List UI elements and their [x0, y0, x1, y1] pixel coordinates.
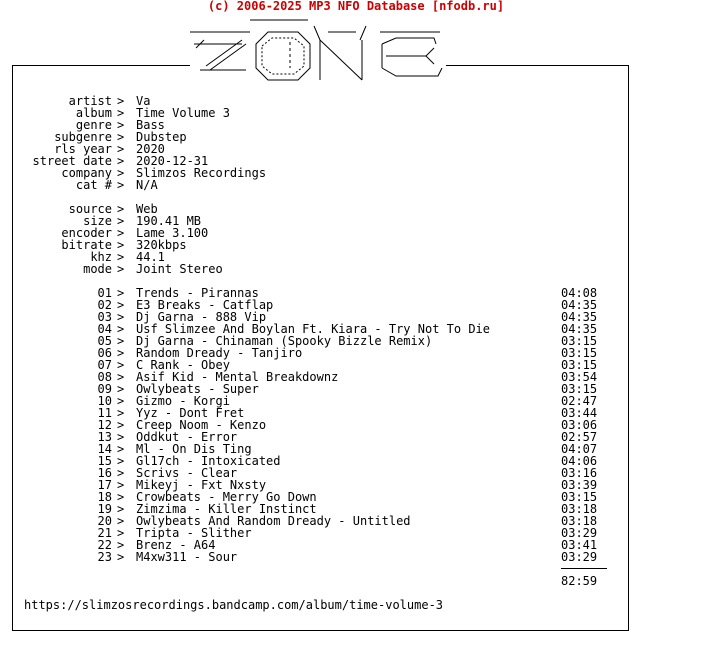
track-separator: >: [117, 298, 125, 312]
track-title: Random Dready - Tanjiro: [136, 346, 303, 360]
info-value: Web: [136, 202, 158, 216]
track-separator: >: [117, 538, 125, 552]
track-duration: 03:39: [561, 478, 598, 492]
info-value: Joint Stereo: [136, 262, 223, 276]
track-separator: >: [117, 382, 125, 396]
info-separator: >: [117, 250, 125, 264]
track-duration: 04:35: [561, 298, 598, 312]
track-number: 11: [97, 406, 112, 420]
info-separator: >: [117, 94, 125, 108]
info-separator: >: [117, 238, 125, 252]
info-value: 44.1: [136, 250, 165, 264]
track-number: 17: [97, 478, 112, 492]
track-number: 07: [97, 358, 112, 372]
track-number: 04: [97, 322, 112, 336]
info-label: encoder: [61, 226, 112, 240]
info-label: mode: [83, 262, 112, 276]
track-separator: >: [117, 478, 125, 492]
track-separator: >: [117, 286, 125, 300]
track-separator: >: [117, 490, 125, 504]
info-label: size: [83, 214, 112, 228]
track-duration: 04:35: [561, 322, 598, 336]
track-duration: 03:54: [561, 370, 598, 384]
track-separator: >: [117, 430, 125, 444]
info-separator: >: [117, 178, 125, 192]
track-number: 13: [97, 430, 112, 444]
info-separator: >: [117, 106, 125, 120]
info-separator: >: [117, 202, 125, 216]
track-number: 14: [97, 442, 112, 456]
track-number: 20: [97, 514, 112, 528]
track-separator: >: [117, 322, 125, 336]
track-title: Dj Garna - Chinaman (Spooky Bizzle Remix): [136, 334, 433, 348]
info-label: khz: [90, 250, 112, 264]
info-value: N/A: [136, 178, 158, 192]
track-number: 03: [97, 310, 112, 324]
track-title: Mikeyj - Fxt Nxsty: [136, 478, 267, 492]
track-title: C Rank - Obey: [136, 358, 230, 372]
track-duration: 04:35: [561, 310, 598, 324]
info-value: 320kbps: [136, 238, 187, 252]
info-label: subgenre: [54, 130, 112, 144]
track-separator: >: [117, 406, 125, 420]
track-number: 16: [97, 466, 112, 480]
track-separator: >: [117, 418, 125, 432]
track-separator: >: [117, 442, 125, 456]
info-separator: >: [117, 214, 125, 228]
info-value: 2020: [136, 142, 165, 156]
track-title: Yyz - Dont Fret: [136, 406, 245, 420]
album-url[interactable]: https://slimzosrecordings.bandcamp.com/album/time-volume-3: [24, 598, 444, 612]
track-number: 02: [97, 298, 112, 312]
track-number: 22: [97, 538, 112, 552]
track-number: 01: [97, 286, 112, 300]
track-number: 23: [97, 550, 112, 564]
track-title: Brenz - A64: [136, 538, 216, 552]
info-label: bitrate: [61, 238, 112, 252]
track-separator: >: [117, 514, 125, 528]
track-duration: 03:15: [561, 382, 598, 396]
track-title: Asif Kid - Mental Breakdownz: [136, 370, 339, 384]
track-title: Ml - On Dis Ting: [136, 442, 252, 456]
track-duration: 03:15: [561, 346, 598, 360]
track-separator: >: [117, 454, 125, 468]
track-title: Tripta - Slither: [136, 526, 252, 540]
info-separator: >: [117, 226, 125, 240]
track-duration: 03:15: [561, 358, 598, 372]
track-duration: 03:06: [561, 418, 598, 432]
track-separator: >: [117, 466, 125, 480]
track-separator: >: [117, 394, 125, 408]
info-separator: >: [117, 262, 125, 276]
track-separator: >: [117, 502, 125, 516]
info-separator: >: [117, 130, 125, 144]
track-duration: 03:18: [561, 514, 598, 528]
info-value: 190.41 MB: [136, 214, 202, 228]
info-value: Time Volume 3: [136, 106, 230, 120]
track-duration: 03:15: [561, 334, 598, 348]
track-duration: 03:29: [561, 526, 598, 540]
track-duration: 04:07: [561, 442, 598, 456]
track-duration: 03:41: [561, 538, 598, 552]
track-number: 21: [97, 526, 112, 540]
track-separator: >: [117, 334, 125, 348]
track-number: 09: [97, 382, 112, 396]
info-value: Lame 3.100: [136, 226, 209, 240]
track-separator: >: [117, 358, 125, 372]
info-label: company: [61, 166, 112, 180]
info-value: Va: [136, 94, 151, 108]
nfo-database-header: (c) 2006-2025 MP3 NFO Database [nfodb.ru]: [207, 0, 505, 13]
track-duration: 03:16: [561, 466, 598, 480]
track-separator: >: [117, 310, 125, 324]
track-title: Trends - Pirannas: [136, 286, 259, 300]
track-number: 08: [97, 370, 112, 384]
info-label: artist: [68, 94, 112, 108]
info-separator: >: [117, 142, 125, 156]
info-label: street date: [32, 154, 112, 168]
track-duration: 02:47: [561, 394, 598, 408]
track-title: Zimzima - Killer Instinct: [136, 502, 317, 516]
info-label: cat #: [75, 178, 112, 192]
track-separator: >: [117, 370, 125, 384]
track-title: Scrivs - Clear: [136, 466, 238, 480]
info-value: Slimzos Recordings: [136, 166, 267, 180]
track-duration: 04:08: [561, 286, 598, 300]
track-separator: >: [117, 526, 125, 540]
track-title: E3 Breaks - Catflap: [136, 298, 274, 312]
track-title: Owlybeats And Random Dready - Untitled: [136, 514, 411, 528]
track-title: Dj Garna - 888 Vip: [136, 310, 267, 324]
track-duration: 02:57: [561, 430, 598, 444]
info-separator: >: [117, 118, 125, 132]
track-title: Oddkut - Error: [136, 430, 238, 444]
track-separator: >: [117, 346, 125, 360]
track-duration: 04:06: [561, 454, 598, 468]
track-duration: 03:44: [561, 406, 598, 420]
track-duration: 03:15: [561, 490, 598, 504]
track-number: 10: [97, 394, 112, 408]
info-label: album: [75, 106, 112, 120]
info-separator: >: [117, 166, 125, 180]
track-number: 06: [97, 346, 112, 360]
info-label: source: [68, 202, 112, 216]
track-title: Gl17ch - Intoxicated: [136, 454, 281, 468]
track-title: Creep Noom - Kenzo: [136, 418, 267, 432]
info-value: Dubstep: [136, 130, 187, 144]
info-separator: >: [117, 154, 125, 168]
track-duration: 03:29: [561, 550, 598, 564]
total-rule: [561, 568, 607, 569]
info-label: rls year: [54, 142, 112, 156]
track-separator: >: [117, 550, 125, 564]
total-time: 82:59: [561, 574, 598, 588]
track-number: 15: [97, 454, 112, 468]
info-label: genre: [75, 118, 112, 132]
track-title: Owlybeats - Super: [136, 382, 259, 396]
info-value: Bass: [136, 118, 165, 132]
track-title: Usf Slimzee And Boylan Ft. Kiara - Try Not To Die: [136, 322, 491, 336]
track-title: Gizmo - Korgi: [136, 394, 230, 408]
track-number: 12: [97, 418, 112, 432]
track-number: 19: [97, 502, 112, 516]
info-value: 2020-12-31: [136, 154, 209, 168]
track-number: 18: [97, 490, 112, 504]
track-duration: 03:18: [561, 502, 598, 516]
track-number: 05: [97, 334, 112, 348]
track-title: M4xw311 - Sour: [136, 550, 238, 564]
track-title: Crowbeats - Merry Go Down: [136, 490, 317, 504]
